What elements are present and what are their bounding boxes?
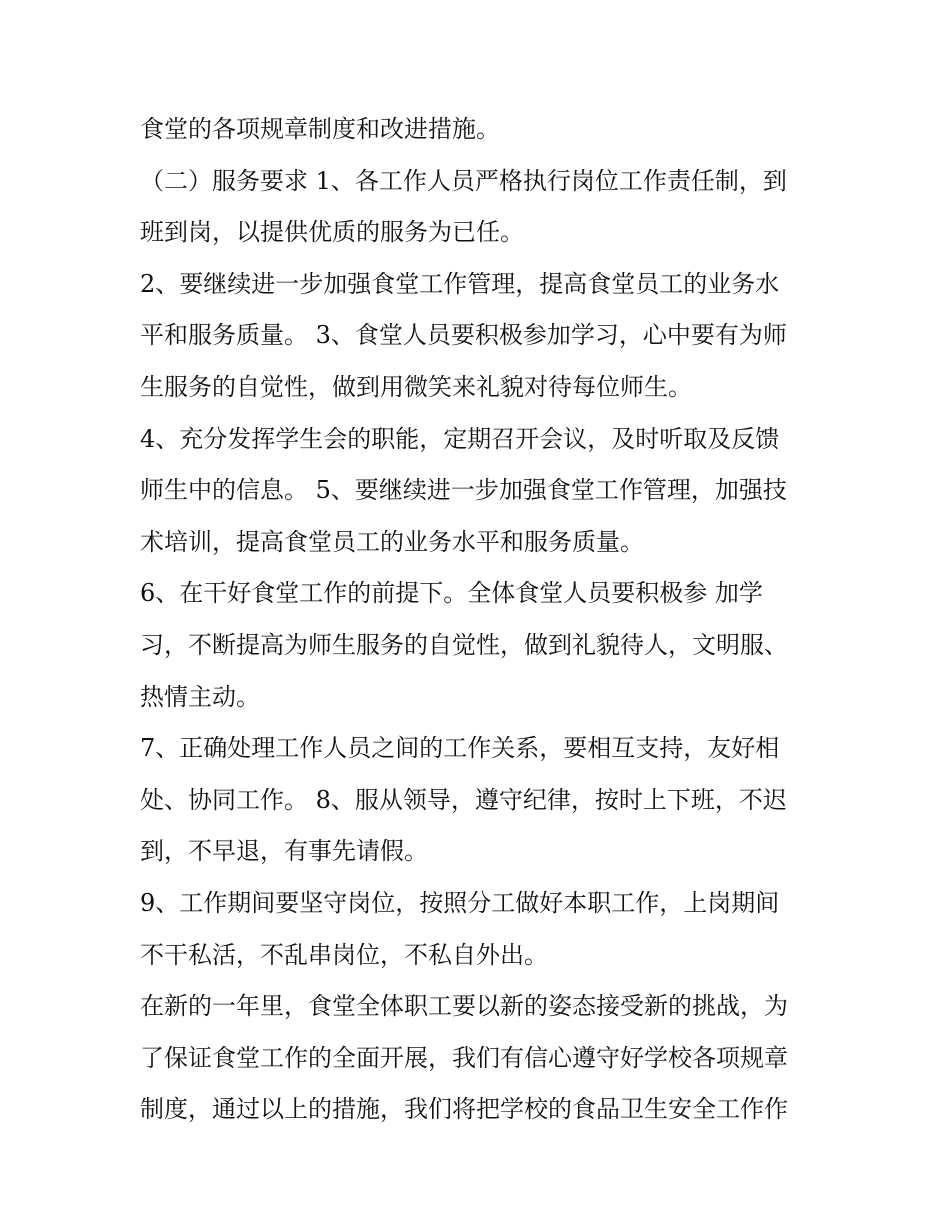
text-line: 处、协同工作。 8、服从领导，遵守纪律，按时上下班，不迟 xyxy=(140,785,787,814)
text-line: 6、在干好食堂工作的前提下。全体食堂人员要积极参 加学 xyxy=(140,579,763,608)
text-line: 9、工作期间要坚守岗位，按照分工做好本职工作，上岗期间 xyxy=(140,888,780,917)
text-line: 了保证食堂工作的全面开展，我们有信心遵守好学校各项规章 xyxy=(140,1043,788,1072)
text-line: 制度，通过以上的措施，我们将把学校的食品卫生安全工作作 xyxy=(140,1095,788,1124)
text-line: 4、充分发挥学生会的职能，定期召开会议，及时听取及反馈 xyxy=(140,424,780,453)
document-body xyxy=(140,104,820,1136)
text-line: 热情主动。 xyxy=(140,682,260,711)
text-line: （二）服务要求 1、各工作人员严格执行岗位工作责任制，到 xyxy=(140,166,787,195)
text-line: 术培训，提高食堂员工的业务水平和服务质量。 xyxy=(140,527,644,556)
text-line: 生服务的自觉性，做到用微笑来礼貌对待每位师生。 xyxy=(140,372,692,401)
text-line: 食堂的各项规章制度和改进措施。 xyxy=(140,115,500,143)
text-line: 到，不早退，有事先请假。 xyxy=(140,837,428,866)
text-line: 平和服务质量。 3、食堂人员要积极参加学习，心中要有为师 xyxy=(140,321,787,350)
text-line: 2、要继续进一步加强食堂工作管理，提高食堂员工的业务水 xyxy=(140,269,780,298)
text-line: 班到岗，以提供优质的服务为已任。 xyxy=(140,218,524,247)
text-line: 习，不断提高为师生服务的自觉性，做到礼貌待人，文明服、 xyxy=(140,630,788,659)
text-line: 在新的一年里，食堂全体职工要以新的姿态接受新的挑战，为 xyxy=(140,992,788,1021)
text-line: 不干私活，不乱串岗位，不私自外出。 xyxy=(140,940,548,969)
text-line: 7、正确处理工作人员之间的工作关系，要相互支持，友好相 xyxy=(140,734,780,763)
text-line: 师生中的信息。 5、要继续进一步加强食堂工作管理，加强技 xyxy=(140,476,787,505)
